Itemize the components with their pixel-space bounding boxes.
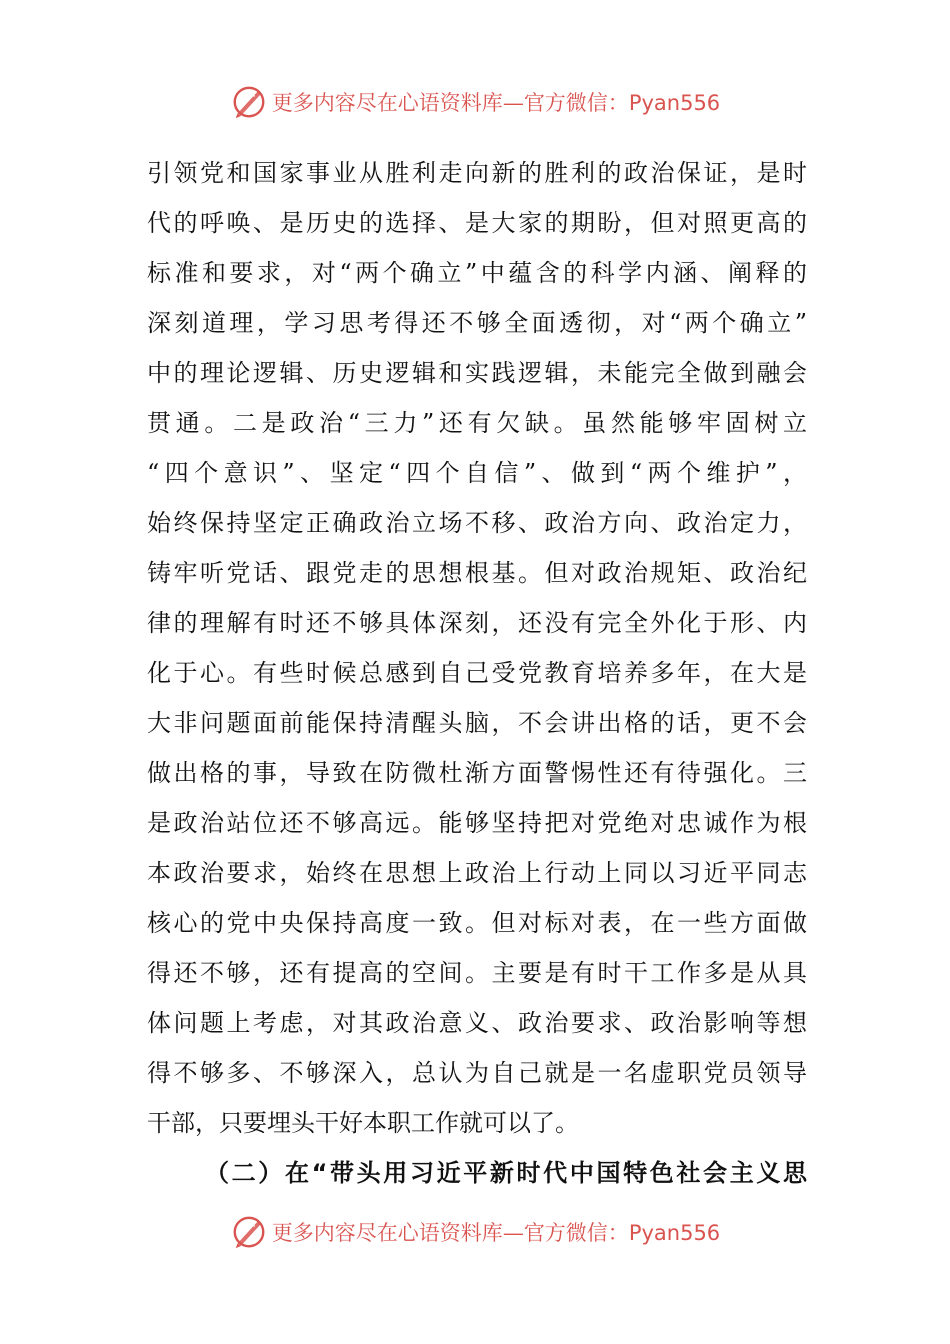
document-body (147, 148, 807, 1198)
body-line: 得还不够，还有提高的空间。主要是有时干工作多是从具 (147, 959, 807, 987)
watermark-wechat-id: Pyan556 (628, 91, 721, 115)
pen-circle-logo-icon (230, 83, 268, 121)
body-line: 引领党和国家事业从胜利走向新的胜利的政治保证，是时 (147, 159, 807, 187)
watermark-text: 更多内容尽在心语资料库 (271, 1221, 503, 1245)
watermark-official-label: 官方微信： (523, 1221, 629, 1245)
body-line: “四个意识”、坚定“四个自信”、做到“两个维护”， (147, 459, 807, 487)
pen-circle-logo-icon (230, 1213, 268, 1251)
watermark-official-label: 官方微信： (523, 91, 629, 115)
watermark-dash: — (502, 1221, 524, 1245)
body-line: 大非问题面前能保持清醒头脑，不会讲出格的话，更不会 (147, 709, 807, 737)
body-line: 贯通。二是政治“三力”还有欠缺。虽然能够牢固树立 (147, 409, 807, 437)
body-line: 深刻道理，学习思考得还不够全面透彻，对“两个确立” (147, 309, 807, 337)
body-line: 体问题上考虑，对其政治意义、政治要求、政治影响等想 (147, 1009, 807, 1037)
body-line: 标准和要求，对“两个确立”中蕴含的科学内涵、阐释的 (147, 259, 807, 287)
watermark-dash: — (502, 91, 524, 115)
body-line: 律的理解有时还不够具体深刻，还没有完全外化于形、内 (147, 609, 807, 637)
body-line: 中的理论逻辑、历史逻辑和实践逻辑，未能完全做到融会 (147, 359, 807, 387)
header-watermark (0, 82, 950, 122)
body-line: 做出格的事，导致在防微杜渐方面警惕性还有待强化。三 (147, 759, 807, 787)
body-line: 始终保持坚定正确政治立场不移、政治方向、政治定力， (147, 509, 807, 537)
body-line: 得不够多、不够深入，总认为自己就是一名虚职党员领导 (147, 1059, 807, 1087)
section-heading: （二）在“带头用习近平新时代中国特色社会主义思 (205, 1159, 807, 1187)
body-line: 本政治要求，始终在思想上政治上行动上同以习近平同志 (147, 859, 807, 887)
watermark-wechat-id: Pyan556 (628, 1221, 721, 1245)
footer-watermark (0, 1212, 950, 1252)
watermark-text: 更多内容尽在心语资料库 (271, 91, 503, 115)
body-line: 核心的党中央保持高度一致。但对标对表，在一些方面做 (147, 909, 807, 937)
body-line: 是政治站位还不够高远。能够坚持把对党绝对忠诚作为根 (147, 809, 807, 837)
body-line: 化于心。有些时候总感到自己受党教育培养多年，在大是 (147, 659, 807, 687)
body-line: 代的呼唤、是历史的选择、是大家的期盼，但对照更高的 (147, 209, 807, 237)
body-line: 铸牢听党话、跟党走的思想根基。但对政治规矩、政治纪 (147, 559, 807, 587)
body-line: 干部，只要埋头干好本职工作就可以了。 (147, 1109, 579, 1137)
